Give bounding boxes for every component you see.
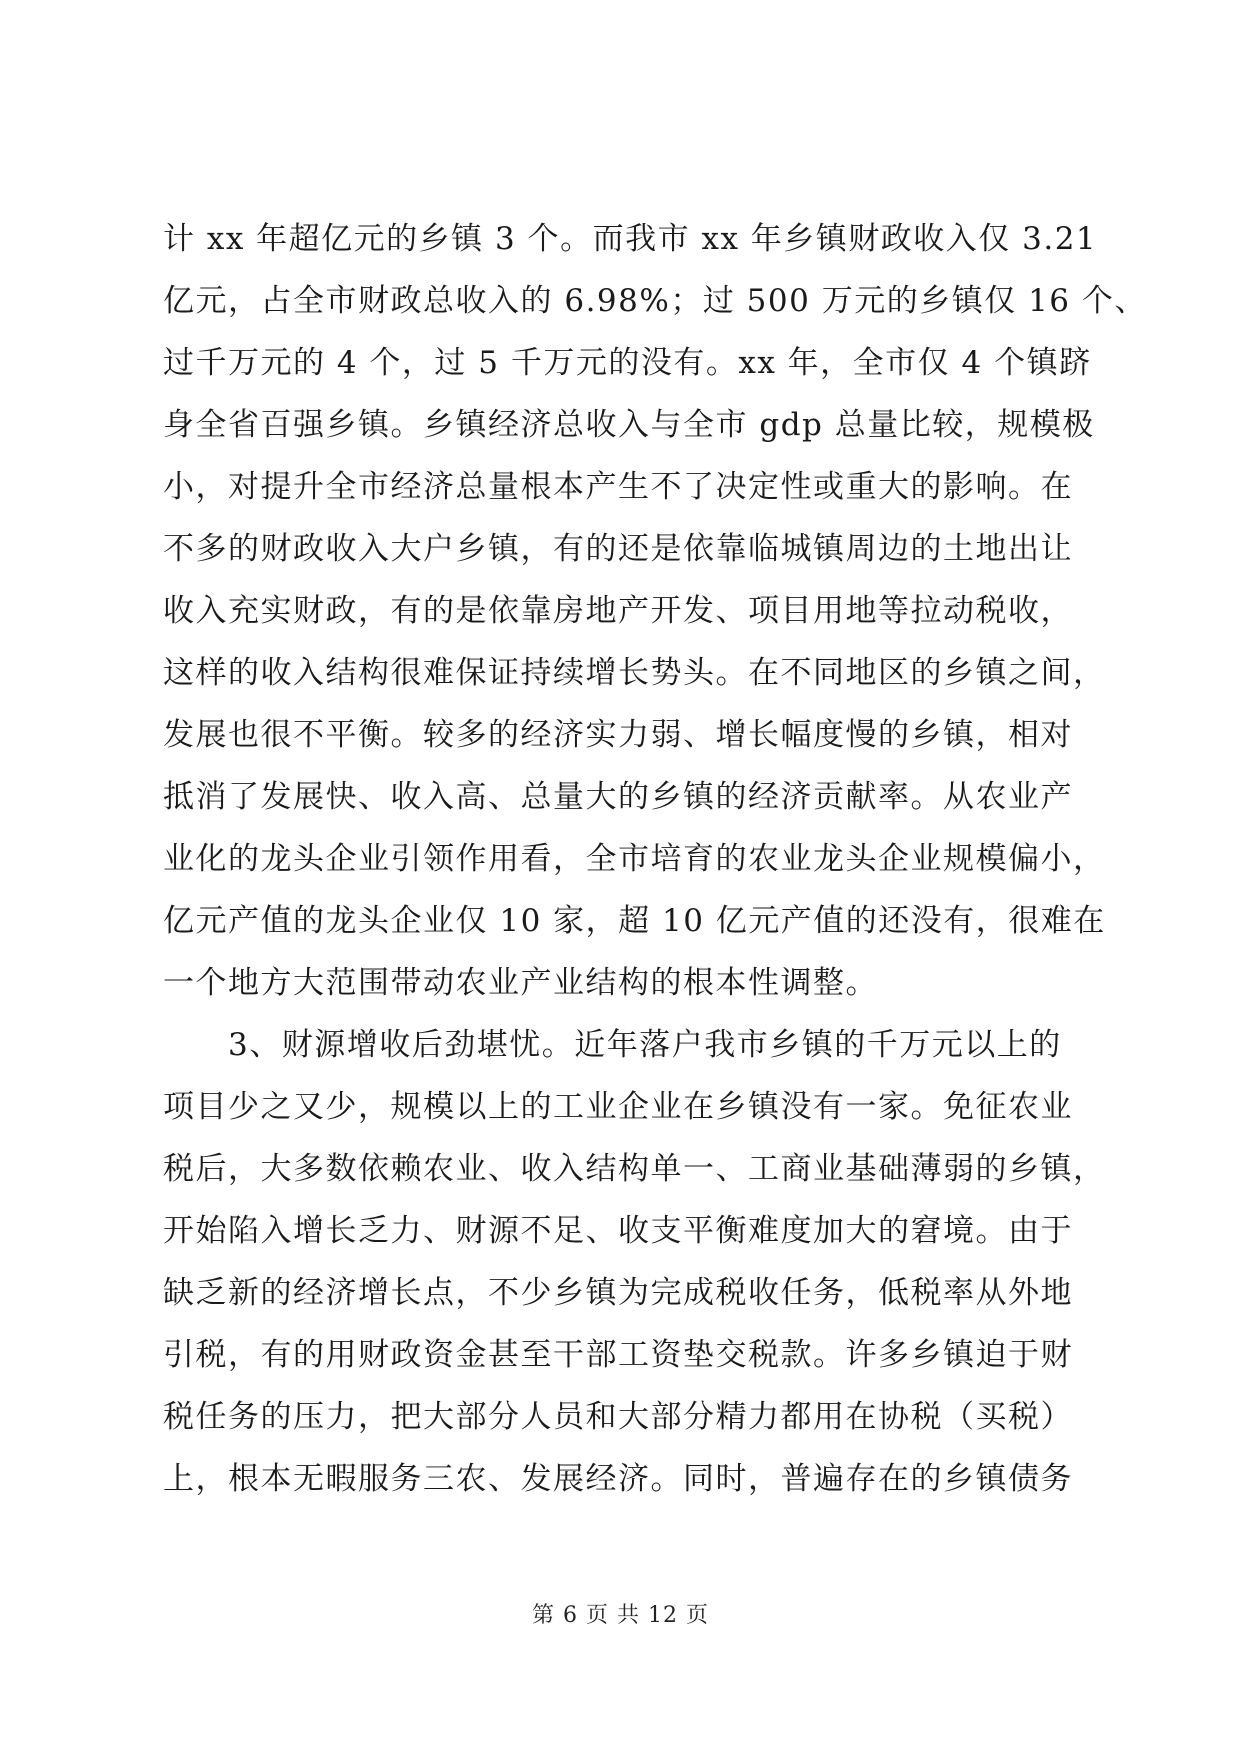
text-line: 项目少之又少，规模以上的工业企业在乡镇没有一家。免征农业: [163, 1089, 1073, 1125]
text-line: 税任务的压力，把大部分人员和大部分精力都用在协税（买税）: [163, 1399, 1073, 1435]
text-line: 计 xx 年超亿元的乡镇 3 个。而我市 xx 年乡镇财政收入仅 3.21: [163, 221, 1098, 257]
text-line: 过千万元的 4 个，过 5 千万元的没有。xx 年，全市仅 4 个镇跻: [163, 345, 1092, 381]
text-line: 缺乏新的经济增长点，不少乡镇为完成税收任务，低税率从外地: [163, 1275, 1073, 1311]
page-number-footer: 第 6 页 共 12 页: [532, 1603, 709, 1628]
text-line: 亿元产值的龙头企业仅 10 家，超 10 亿元产值的还没有，很难在: [163, 903, 1106, 939]
text-line: 收入充实财政，有的是依靠房地产开发、项目用地等拉动税收，: [163, 593, 1073, 629]
text-line: 不多的财政收入大户乡镇，有的还是依靠临城镇周边的土地出让: [163, 531, 1073, 567]
text-line: 小，对提升全市经济总量根本产生不了决定性或重大的影响。在: [163, 469, 1073, 505]
text-line: 这样的收入结构很难保证持续增长势头。在不同地区的乡镇之间，: [163, 655, 1106, 691]
text-line: 身全省百强乡镇。乡镇经济总收入与全市 gdp 总量比较，规模极: [163, 407, 1095, 443]
text-line: 3、财源增收后劲堪忧。近年落户我市乡镇的千万元以上的: [163, 1027, 1062, 1063]
text-line: 发展也很不平衡。较多的经济实力弱、增长幅度慢的乡镇，相对: [163, 717, 1073, 753]
text-line: 一个地方大范围带动农业产业结构的根本性调整。: [163, 965, 878, 1001]
text-line: 开始陷入增长乏力、财源不足、收支平衡难度加大的窘境。由于: [163, 1213, 1073, 1249]
text-line: 亿元，占全市财政总收入的 6.98%；过 500 万元的乡镇仅 16 个、: [163, 283, 1147, 319]
text-line: 引税，有的用财政资金甚至干部工资垫交税款。许多乡镇迫于财: [163, 1337, 1073, 1373]
text-line: 抵消了发展快、收入高、总量大的乡镇的经济贡献率。从农业产: [163, 779, 1073, 815]
text-line: 上，根本无暇服务三农、发展经济。同时，普遍存在的乡镇债务: [163, 1461, 1073, 1497]
body-text: [163, 208, 1147, 1510]
text-line: 业化的龙头企业引领作用看，全市培育的农业龙头企业规模偏小，: [163, 841, 1106, 877]
text-line: 税后，大多数依赖农业、收入结构单一、工商业基础薄弱的乡镇，: [163, 1151, 1106, 1187]
